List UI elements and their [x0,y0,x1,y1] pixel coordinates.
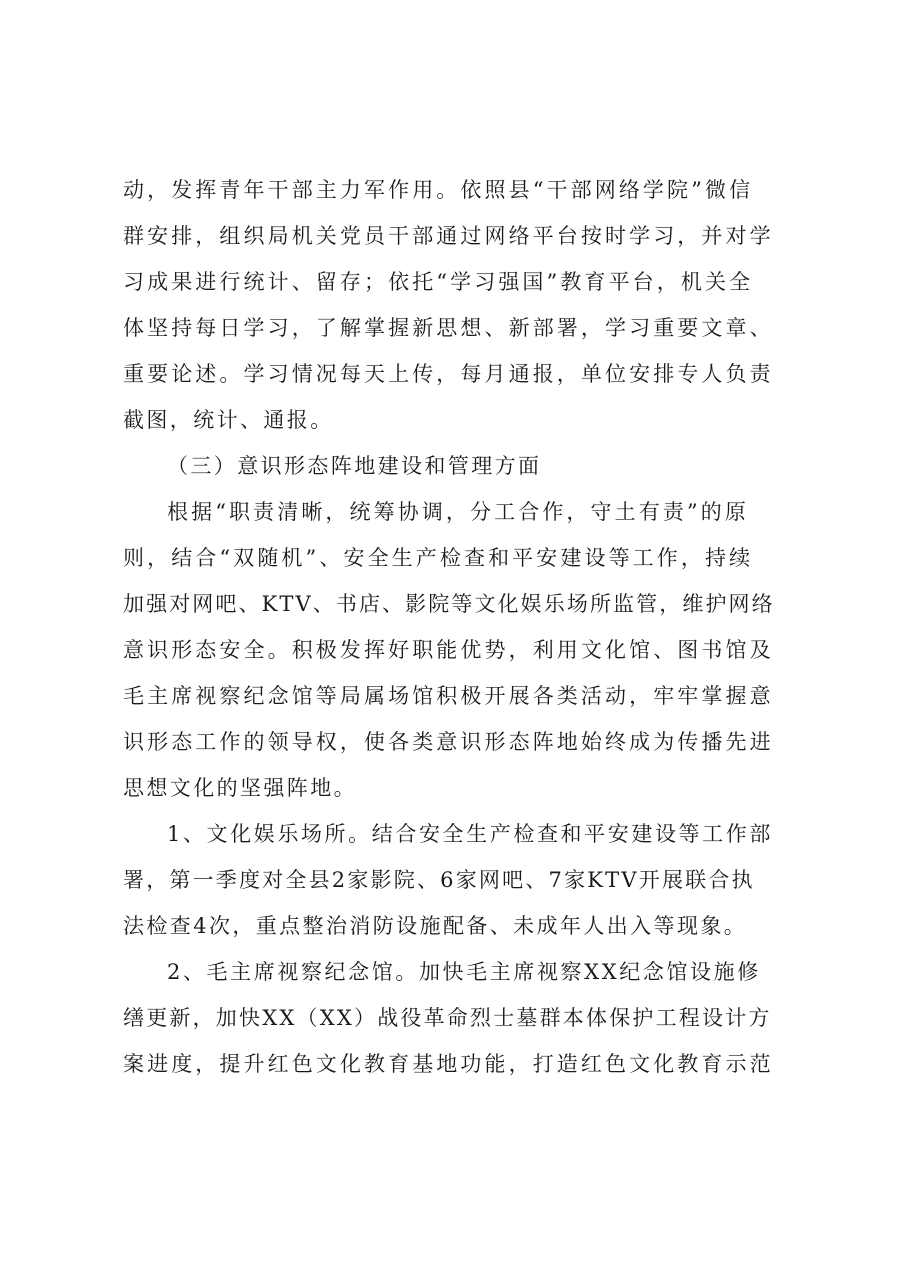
text-line: 2、毛主席视察纪念馆。加快毛主席视察XX纪念馆设施修 [167,960,761,984]
text-line: 习成果进行统计、留存；依托“学习强国”教育平台，机关全 [123,270,754,294]
text-line: 根据“职责清晰，统筹协调，分工合作，守土有责”的原 [167,500,749,524]
text-line: 缮更新，加快XX（XX）战役革命烈士墓群本体保护工程设计方 [123,1006,772,1030]
text-line: 则，结合“双随机”、安全生产检查和平安建设等工作，持续 [123,546,754,570]
text-line: 加强对网吧、KTV、书店、影院等文化娱乐场所监管，维护网络 [123,592,775,616]
text-line: 截图，统计、通报。 [123,408,334,432]
section-heading: （三）意识形态阵地建设和管理方面 [167,454,542,478]
text-line: 毛主席视察纪念馆等局属场馆积极开展各类活动，牢牢掌握意 [123,684,774,708]
text-line: 思想文化的坚强阵地。 [123,776,357,800]
text-line: 体坚持每日学习，了解掌握新思想、新部署，学习重要文章、 [123,316,774,340]
text-line: 署，第一季度对全县2家影院、6家网吧、7家KTV开展联合执 [123,868,755,892]
text-line: 重要论述。学习情况每天上传，每月通报，单位安排专人负责 [123,362,774,386]
text-line: 动，发挥青年干部主力军作用。依照县“干部网络学院”微信 [123,178,754,202]
text-line: 识形态工作的领导权，使各类意识形态阵地始终成为传播先进 [123,730,774,754]
document-body [123,167,799,1087]
text-line: 群安排，组织局机关党员干部通过网络平台按时学习，并对学 [123,224,774,248]
text-line: 意识形态安全。积极发挥好职能优势，利用文化馆、图书馆及 [123,638,774,662]
text-line: 1、文化娱乐场所。结合安全生产检查和平安建设等工作部 [167,822,773,846]
text-line: 法检查4次，重点整治消防设施配备、未成年人出入等现象。 [123,914,748,938]
text-line: 案进度，提升红色文化教育基地功能，打造红色文化教育示范 [123,1052,774,1076]
